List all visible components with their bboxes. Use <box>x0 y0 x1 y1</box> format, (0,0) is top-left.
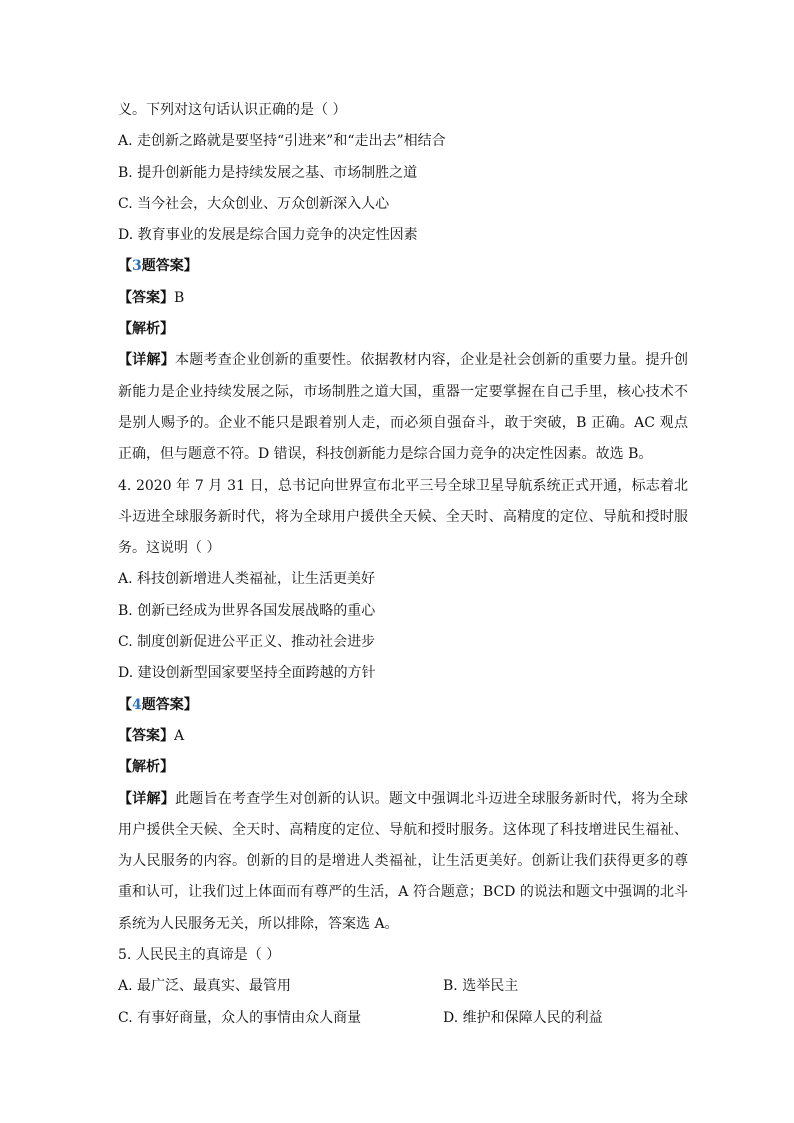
q3-detail <box>118 345 688 470</box>
q4-answer-header <box>118 690 688 721</box>
q4-detail-text: 此题旨在考查学生对创新的认识。题文中强调北斗迈进全球服务新时代，将为全球用户援供全天候、全天时、高精度的定位、导航和授时服务。这体现了科技增进民生福祉、为人民服务的内容。创新的目的是增进人类福祉，让生活更美好。创新让我们获得更多的尊重和认可，让我们过上体面而有尊严的生活，A 符合题意；BCD 的说法和题文中强调的北斗系统为人民服务无关，所以排除，答案选 A。 <box>118 790 689 932</box>
q5-option-d: D. 维护和保障人民的利益 <box>443 1009 603 1026</box>
q4-answer-value: A <box>174 727 185 744</box>
q3-answer <box>118 283 688 314</box>
q4-answer-header-close: 题答案】 <box>141 696 198 713</box>
q3-option-b: B. 提升创新能力是持续发展之基、市场制胜之道 <box>118 164 418 181</box>
q3-detail-text: 本题考查企业创新的重要性。依据教材内容，企业是社会创新的重要力量。提升创新能力是企业持续发展之际，市场制胜之道大国，重器一定要掌握在自己手里，核心技术不是别人赐予的。企业不能只是跟着别人走，而必须自强奋斗，敢于突破，B 正确。AC 观点正确，但与题意不符。D 错误，科技创新能力是综合国力竞争的决定性因素。故选 B。 <box>118 352 689 463</box>
q4-answer <box>118 721 688 752</box>
q3-answer-header-close: 题答案】 <box>141 258 198 275</box>
q4-answer-header-open: 【 <box>118 696 132 713</box>
q3-stem-tail: 义。下列对这句话认识正确的是（ ） <box>118 102 347 118</box>
document-page <box>118 95 688 1034</box>
q3-answer-header <box>118 251 688 282</box>
q4-option-c: C. 制度创新促进公平正义、推动社会进步 <box>118 634 376 651</box>
q3-answer-value: B <box>174 289 185 306</box>
q3-answer-label: 【答案】 <box>118 289 174 306</box>
q3-option-c: C. 当今社会，大众创业、万众创新深入人心 <box>118 195 390 212</box>
q3-detail-label: 【详解】 <box>118 352 176 369</box>
q5-options-row-1 <box>118 971 688 1002</box>
q3-option-a: A. 走创新之路就是要坚持“引进来”和“走出去”相结合 <box>118 133 446 150</box>
q4-detail-label: 【详解】 <box>118 790 176 807</box>
q4-detail <box>118 784 688 940</box>
q5-option-a: A. 最广泛、最真实、最管用 <box>118 978 292 995</box>
q5-option-b: B. 选举民主 <box>443 978 519 995</box>
q3-analysis-label: 【解析】 <box>118 321 174 338</box>
q3-answer-header-open: 【 <box>118 258 132 275</box>
q4-answer-header-num: 4 <box>132 696 142 713</box>
q4-stem: 4. 2020 年 7 月 31 日，总书记向世界宣布北平三号全球卫星导航系统正式开通，标志着北斗迈进全球服务新时代，将为全球用户援供全天候、全天时、高精度的定位、导航和授时服务。这说明（ ） <box>118 477 688 557</box>
q5-option-c: C. 有事好商量，众人的事情由众人商量 <box>118 1009 362 1026</box>
q5-options-row-2 <box>118 1003 688 1034</box>
q3-answer-header-num: 3 <box>132 258 142 275</box>
q4-answer-label: 【答案】 <box>118 727 174 744</box>
q4-option-d: D. 建设创新型国家要坚持全面跨越的方针 <box>118 665 376 682</box>
q3-option-d: D. 教育事业的发展是综合国力竞争的决定性因素 <box>118 227 418 244</box>
q4-option-a: A. 科技创新增进人类福祉，让生活更美好 <box>118 571 376 588</box>
q4-option-b: B. 创新已经成为世界各国发展战略的重心 <box>118 602 376 619</box>
q4-analysis-label: 【解析】 <box>118 759 174 776</box>
q5-stem: 5. 人民民主的真谛是（ ） <box>118 947 281 964</box>
